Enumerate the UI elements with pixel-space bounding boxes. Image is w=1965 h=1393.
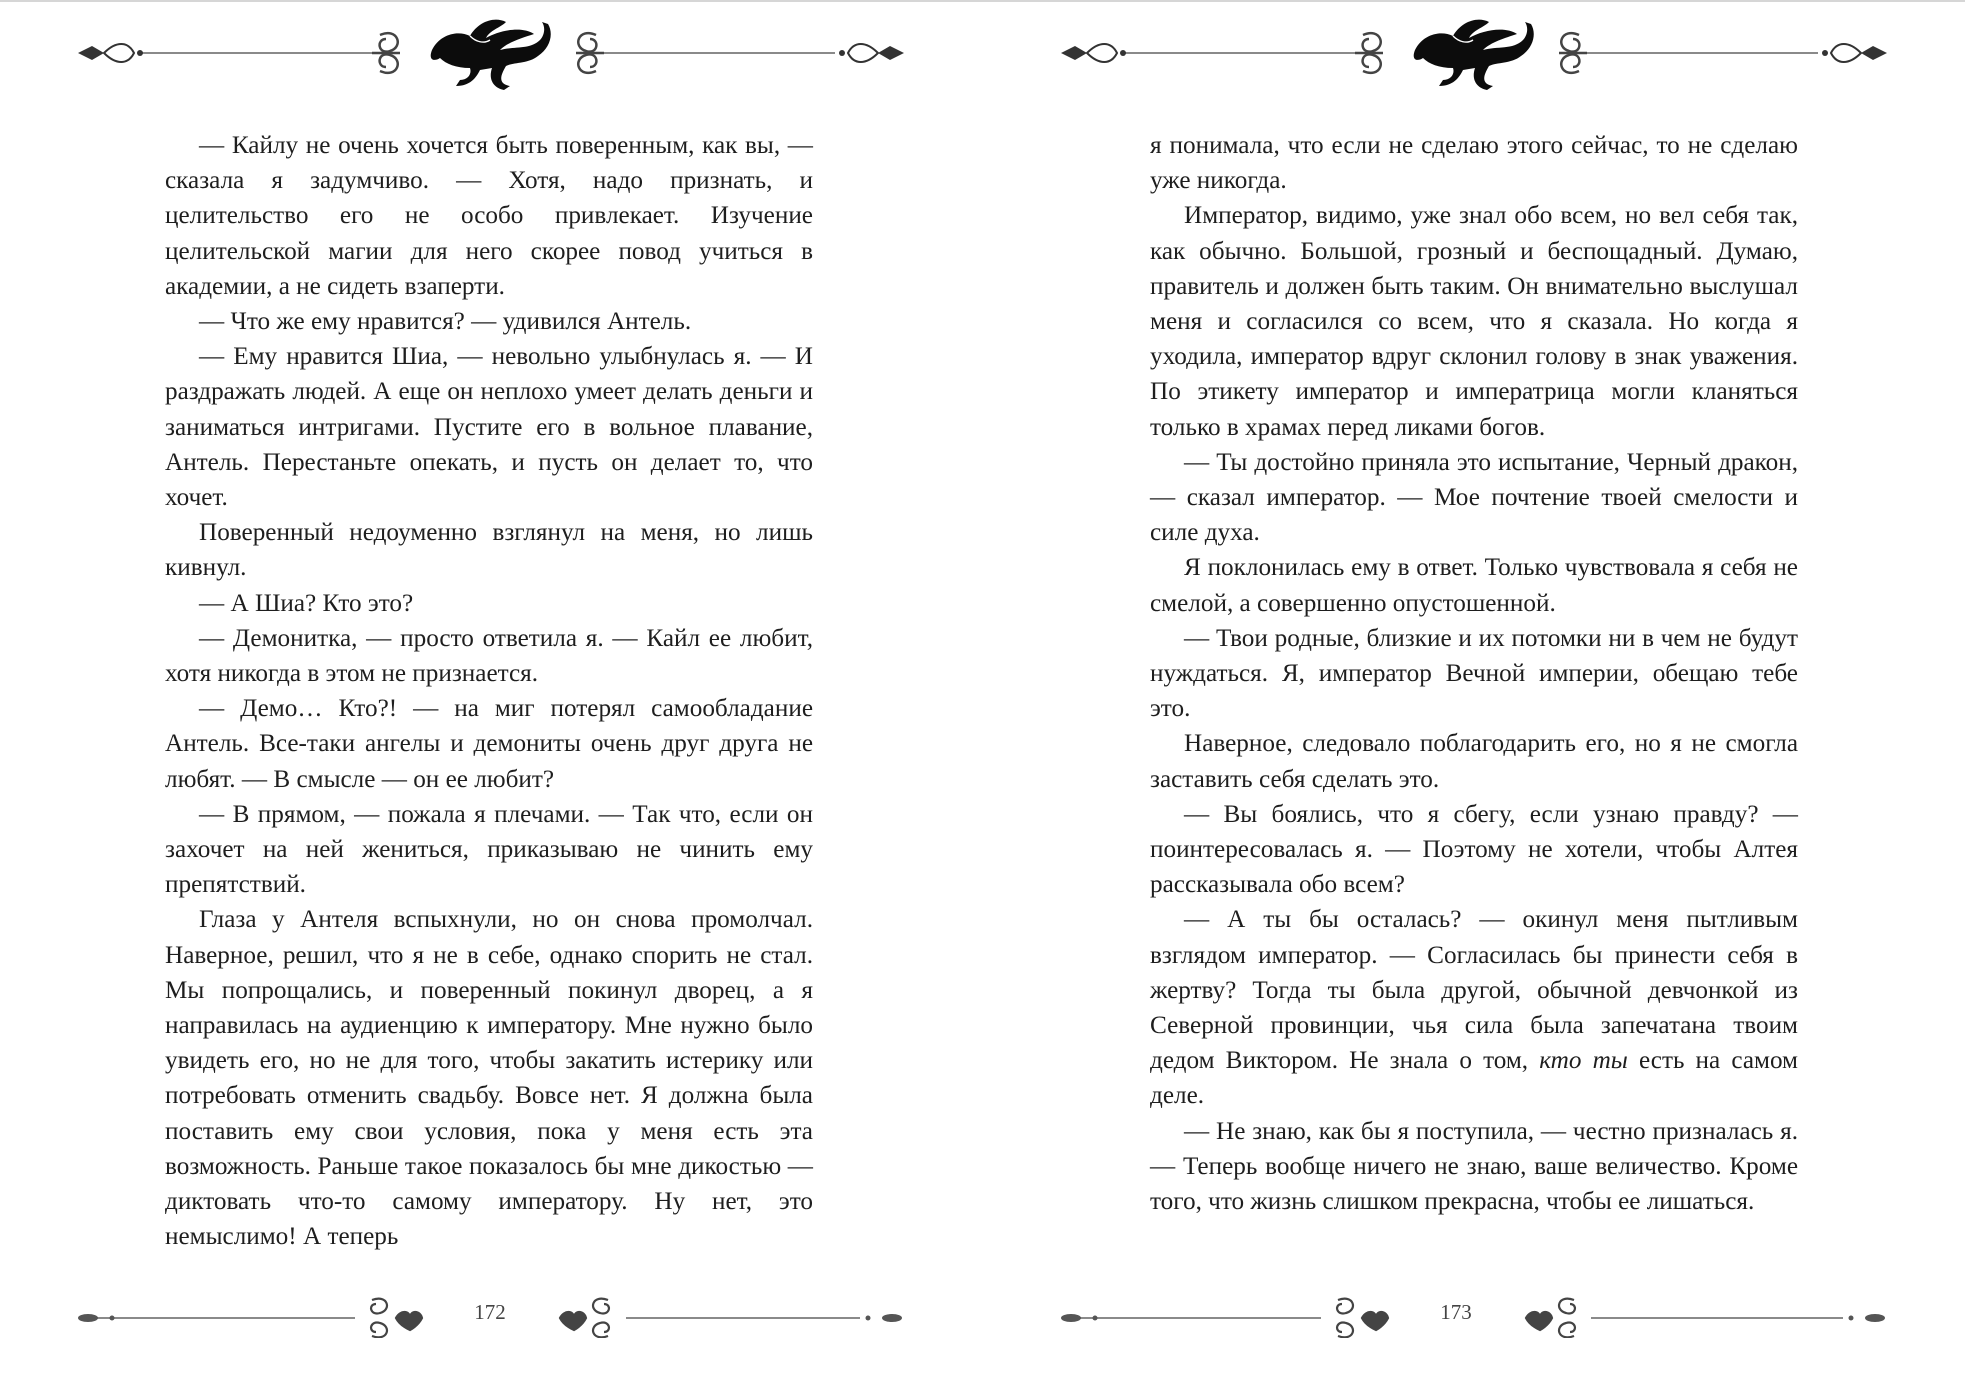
paragraph: — Кайлу не очень хочется быть поверенным, как вы, — сказала я задумчиво. — Хотя, надо признать, и целительство его не особо привлекает. Изучение целительской магии для него скорее повод учиться в академии, а не сидеть взаперти. xyxy=(165,132,813,300)
heart-scroll-right-icon xyxy=(1526,1299,1575,1338)
paragraph-text: — А ты бы осталась? — окинул меня пытливым взглядом император. — Согласилась бы принести себя в жертву? Тогда ты была другой, обычной девчонкой из Северной провинции, чья сила была запечатана твоим дедом Виктором. Не знала о том, xyxy=(1150,906,1798,1075)
paragraph-with-emphasis xyxy=(1150,902,1798,1113)
paragraph: — В прямом, — пожала я плечами. — Так что, если он захочет на ней жениться, приказываю не чинить ему препятствий. xyxy=(165,800,813,899)
left-page xyxy=(0,0,982,1393)
scroll-left-icon xyxy=(1355,33,1383,73)
paragraph: — А Шиа? Кто это? xyxy=(199,589,414,617)
page-number: 173 xyxy=(1440,1300,1472,1324)
dragon-icon xyxy=(431,20,551,90)
paragraph: — Ему нравится Шиа, — невольно улыбнулась я. — И раздражать людей. А еще он неплохо умеет делать деньги и заниматься интригами. Пустите его в вольное плавание, Антель. Перестаньте опекать, и пусть он делает то, что хочет. xyxy=(165,343,813,512)
heart-scroll-right-icon xyxy=(560,1299,609,1338)
paragraph-continued: я понимала, что если не сделаю этого сейчас, то не сделаю уже никогда. xyxy=(1150,132,1798,195)
heart-scroll-left-icon xyxy=(371,1299,422,1338)
fleuron-left-end-icon xyxy=(1061,44,1126,62)
emphasis-text: кто ты xyxy=(1539,1047,1628,1075)
heart-scroll-left-icon xyxy=(1337,1299,1388,1338)
paragraph: Я поклонилась ему в ответ. Только чувствовала я себя не смелой, а совершенно опустошенной. xyxy=(1150,554,1798,617)
fleuron-footer-right-icon xyxy=(1849,1314,1886,1322)
page-text xyxy=(165,128,813,1255)
paragraph: — Не знаю, как бы я поступила, — честно призналась я. — Теперь вообще ничего не знаю, ваше величество. Кроме того, что жизнь слишком прекрасна, чтобы ее лишаться. xyxy=(1150,1117,1798,1216)
fleuron-right-end-icon xyxy=(1822,44,1887,62)
header-ornament xyxy=(0,0,982,120)
scroll-left-icon xyxy=(372,33,400,73)
paragraph: Наверное, следовало поблагодарить его, но я не смогла заставить себя сделать это. xyxy=(1150,730,1798,793)
paragraph-text-end: есть на самом деле. xyxy=(1150,1047,1798,1110)
right-page xyxy=(983,0,1965,1393)
page-text xyxy=(1150,128,1798,1219)
paragraph: — Что же ему нравится? — удивился Антель. xyxy=(199,308,692,336)
paragraph: Поверенный недоуменно взглянул на меня, но лишь кивнул. xyxy=(165,519,813,582)
scroll-right-icon xyxy=(1559,33,1587,73)
paragraph: — Твои родные, близкие и их потомки ни в чем не будут нуждаться. Я, император Вечной империи, обещаю тебе это. xyxy=(1150,624,1798,723)
header-ornament xyxy=(983,0,1965,120)
scroll-right-icon xyxy=(576,33,604,73)
paragraph: — Ты достойно приняла это испытание, Черный дракон, — сказал император. — Мое почтение твоей смелости и силе духа. xyxy=(1150,448,1798,547)
page-number: 172 xyxy=(474,1300,506,1324)
fleuron-right-end-icon xyxy=(839,44,904,62)
paragraph: — Вы боялись, что я сбегу, если узнаю правду? — поинтересовалась я. — Поэтому не хотели, чтобы Алтея рассказывала обо всем? xyxy=(1150,800,1798,899)
paragraph: — Демо… Кто?! — на миг потерял самообладание Антель. Все-таки ангелы и демониты очень друг друга не любят. — В смысле — он ее любит? xyxy=(165,695,813,793)
fleuron-left-end-icon xyxy=(78,44,143,62)
fleuron-footer-right-icon xyxy=(866,1314,903,1322)
paragraph: Глаза у Антеля вспыхнули, но он снова промолчал. Наверное, решил, что я не в себе, однако спорить не стал. Мы попрощались, и поверенный покинул дворец, а я направилась на аудиенцию к императору. Мне нужно было увидеть его, но не для того, чтобы закатить истерику или потребовать отменить свадьбу. Вовсе нет. Я должна была поставить ему свои условия, пока у меня есть эта возможность. Раньше такое показалось бы мне дикостью — диктовать что-то самому императору. Ну нет, это немыслимо! А теперь xyxy=(165,906,813,1251)
paragraph: Император, видимо, уже знал обо всем, но вел себя так, как обычно. Большой, грозный и беспощадный. Думаю, правитель и должен быть таким. Он внимательно выслушал меня и согласился со всем, что я сказала. Но когда я уходила, император вдруг склонил голову в знак уважения. По этикету император и императрица могли кланяться только в храмах перед ликами богов. xyxy=(1150,202,1798,441)
dragon-icon xyxy=(1414,20,1534,90)
paragraph: — Демонитка, — просто ответила я. — Кайл ее любит, хотя никогда в этом не признается. xyxy=(165,624,813,688)
